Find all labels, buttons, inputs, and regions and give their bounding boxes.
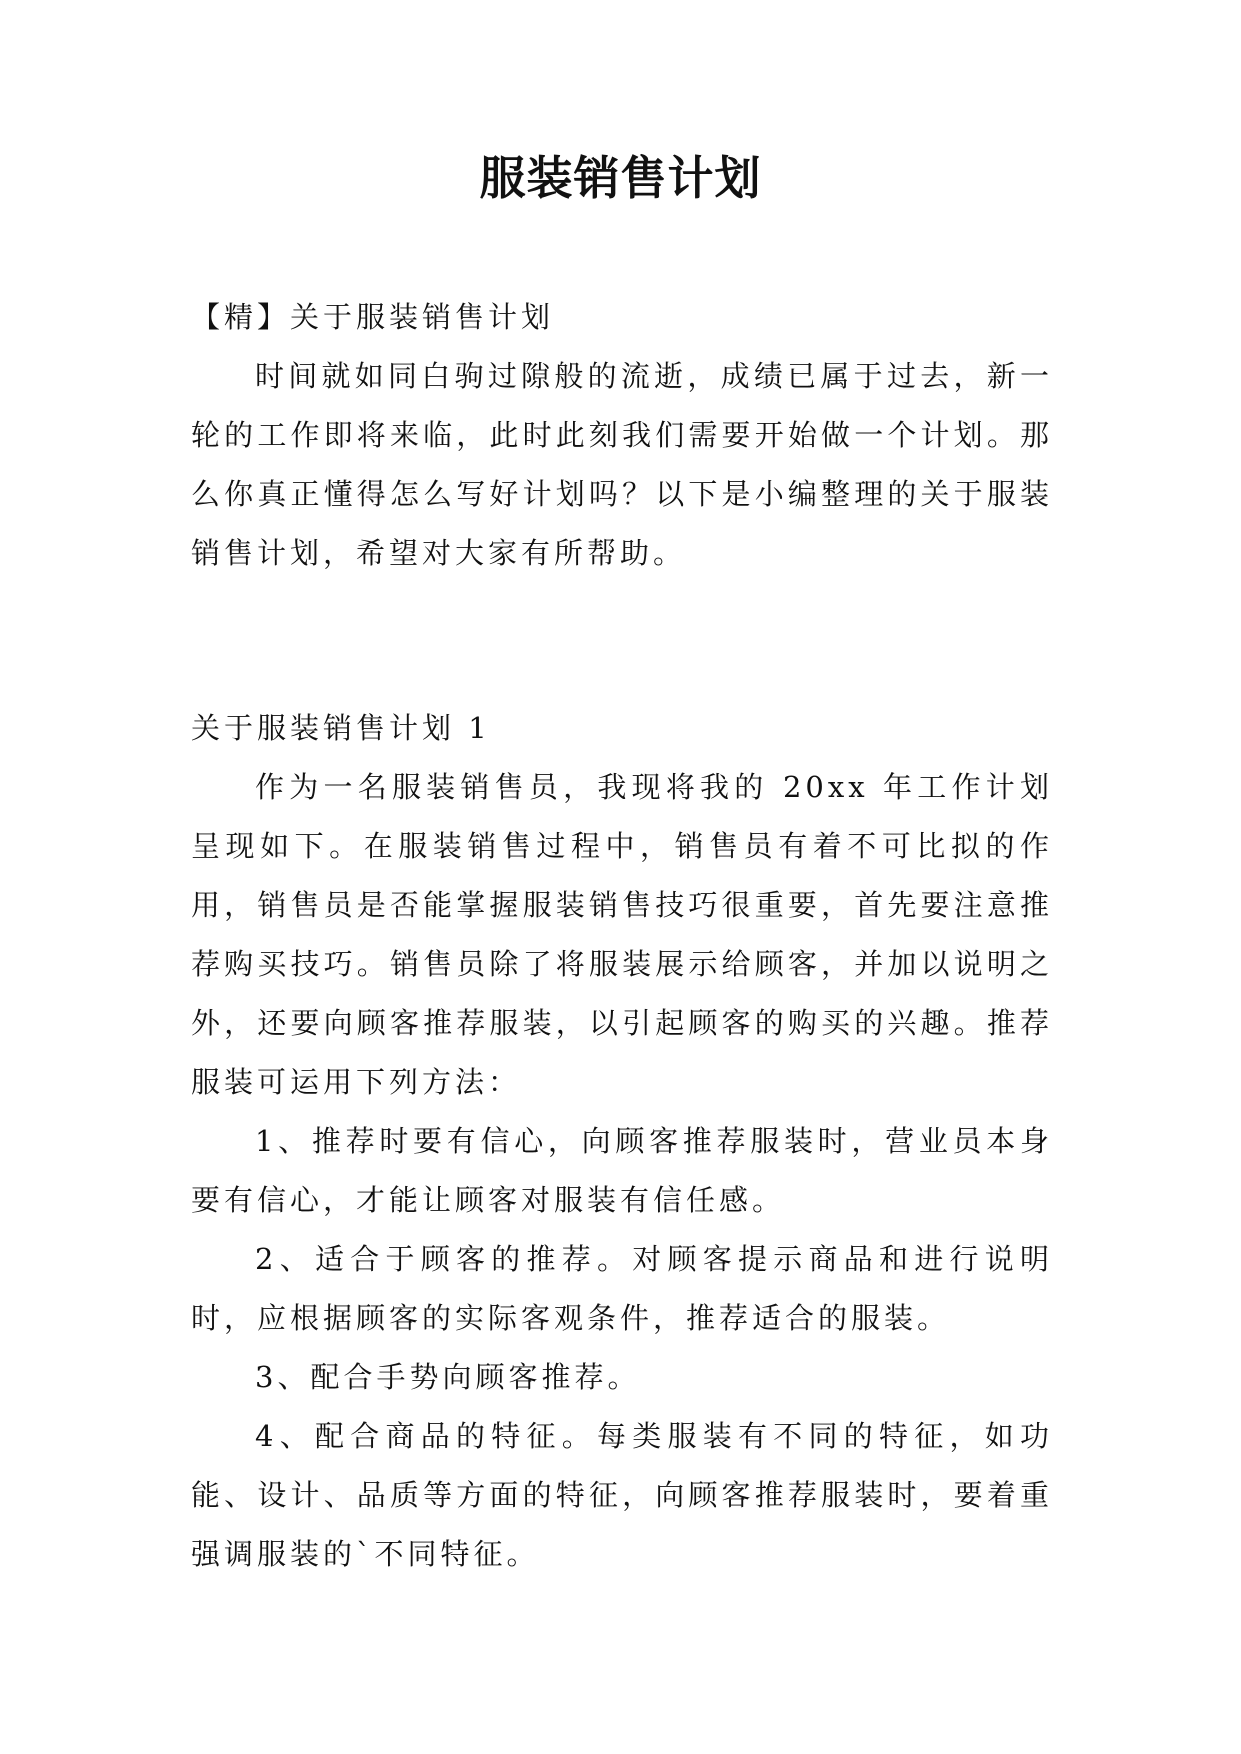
list-item: 2、适合于顾客的推荐。对顾客提示商品和进行说明时，应根据顾客的实际客观条件，推荐适合的服装。 — [191, 1242, 1053, 1335]
intro-heading: 【精】关于服装销售计划 — [191, 300, 555, 334]
document-title: 服装销售计划 — [479, 151, 762, 205]
section-heading: 关于服装销售计划 1 — [191, 711, 491, 745]
list-item: 1、推荐时要有信心，向顾客推荐服装时，营业员本身要有信心，才能让顾客对服装有信任感。 — [191, 1124, 1053, 1217]
intro-section — [191, 288, 1053, 583]
plan-section-1 — [191, 699, 1053, 1584]
list-item: 4、配合商品的特征。每类服装有不同的特征，如功能、设计、品质等方面的特征，向顾客推荐服装时，要着重强调服装的`不同特征。 — [191, 1419, 1053, 1571]
list-item: 3、配合手势向顾客推荐。 — [255, 1360, 641, 1394]
intro-paragraph: 时间就如同白驹过隙般的流逝，成绩已属于过去，新一轮的工作即将来临，此时此刻我们需要开始做一个计划。那么你真正懂得怎么写好计划吗？以下是小编整理的关于服装销售计划，希望对大家有所帮助。 — [191, 359, 1053, 570]
section-paragraph: 作为一名服装销售员，我现将我的 20xx 年工作计划呈现如下。在服装销售过程中，销售员有着不可比拟的作用，销售员是否能掌握服装销售技巧很重要，首先要注意推荐购买技巧。销售员除了将服装展示给顾客，并加以说明之外，还要向顾客推荐服装，以引起顾客的购买的兴趣。推荐服装可运用下列方法： — [191, 770, 1053, 1099]
